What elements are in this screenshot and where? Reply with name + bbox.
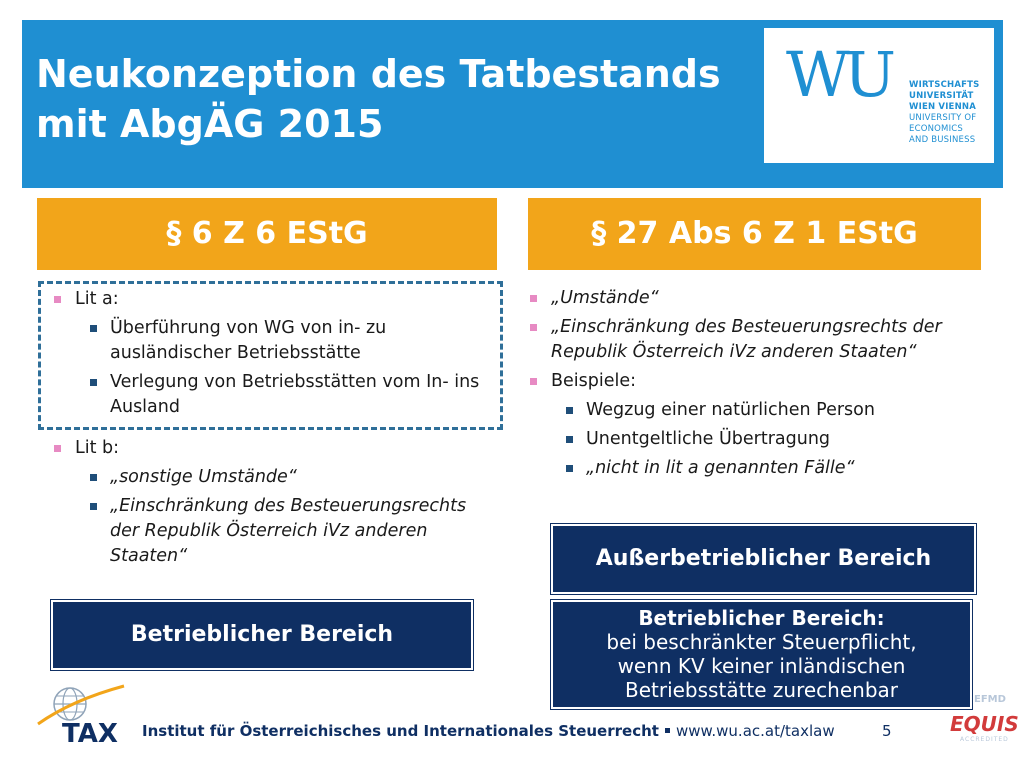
footer-separator bbox=[665, 728, 670, 733]
efmd-label: EFMD bbox=[974, 694, 1006, 705]
list-subitem: „sonstige Umstände“ bbox=[50, 465, 500, 490]
list-item: „Umstände“ bbox=[526, 286, 971, 311]
wu-logo-line: WIRTSCHAFTS bbox=[909, 80, 980, 90]
wu-logo-mark: WU bbox=[786, 38, 890, 111]
box-line: wenn KV keiner inländischen bbox=[617, 654, 906, 678]
box-line: bei beschränkter Steuerpflicht, bbox=[606, 630, 917, 654]
footer-text bbox=[142, 722, 835, 740]
wu-logo-line: WIEN VIENNA bbox=[909, 102, 976, 112]
box-line: Betriebsstätte zurechenbar bbox=[624, 678, 899, 702]
title-line-2: mit AbgÄG 2015 bbox=[36, 102, 384, 146]
list-subitem: Verlegung von Betriebsstätten vom In- ins Ausland bbox=[50, 370, 500, 420]
list-item: „Einschränkung des Besteuerungsrechts der Republik Österreich iVz anderen Staaten“ bbox=[526, 315, 971, 365]
list-item: Lit a: bbox=[50, 287, 500, 312]
wu-logo-line: AND BUSINESS bbox=[909, 135, 976, 145]
tax-logo-text: TAX bbox=[62, 719, 118, 749]
accredited-label: ACCREDITED bbox=[960, 736, 1009, 743]
list-subitem: Überführung von WG von in- zu ausländischer Betriebsstätte bbox=[50, 316, 500, 366]
equis-label: EQUIS bbox=[950, 712, 1019, 736]
list-item: Lit b: bbox=[50, 436, 500, 461]
list-subitem: Wegzug einer natürlichen Person bbox=[526, 398, 971, 423]
wu-logo-line: UNIVERSITÄT bbox=[909, 91, 974, 101]
page-title bbox=[36, 49, 776, 149]
ausserbetrieblicher-bereich-box: Außerbetrieblicher Bereich bbox=[551, 524, 976, 594]
right-bullet-list bbox=[526, 286, 971, 485]
list-item: Beispiele: bbox=[526, 369, 971, 394]
list-subitem: Unentgeltliche Übertragung bbox=[526, 427, 971, 452]
wu-logo bbox=[764, 28, 994, 163]
list-subitem: „Einschränkung des Besteuerungsrechts der Republik Österreich iVz anderen Staaten“ bbox=[50, 494, 500, 569]
list-subitem: „nicht in lit a genannten Fälle“ bbox=[526, 456, 971, 481]
page-number: 5 bbox=[882, 722, 892, 740]
betrieblicher-bereich-box: Betrieblicher Bereich bbox=[51, 600, 473, 670]
box-title: Betrieblicher Bereich: bbox=[638, 606, 885, 630]
title-line-1: Neukonzeption des Tatbestands bbox=[36, 52, 721, 96]
left-bullet-list bbox=[50, 287, 500, 573]
betrieblicher-bereich-detail-box bbox=[551, 600, 972, 709]
left-section-heading: § 6 Z 6 EStG bbox=[37, 198, 497, 270]
footer-institute: Institut für Österreichisches und Internationales Steuerrecht bbox=[142, 722, 659, 740]
footer-url[interactable]: www.wu.ac.at/taxlaw bbox=[675, 722, 835, 740]
right-section-heading: § 27 Abs 6 Z 1 EStG bbox=[528, 198, 981, 270]
tax-logo-icon bbox=[32, 680, 132, 750]
wu-logo-line: ECONOMICS bbox=[909, 124, 964, 134]
wu-logo-line: UNIVERSITY OF bbox=[909, 113, 977, 123]
equis-logo bbox=[930, 690, 1019, 750]
wu-logo-text bbox=[909, 80, 979, 146]
